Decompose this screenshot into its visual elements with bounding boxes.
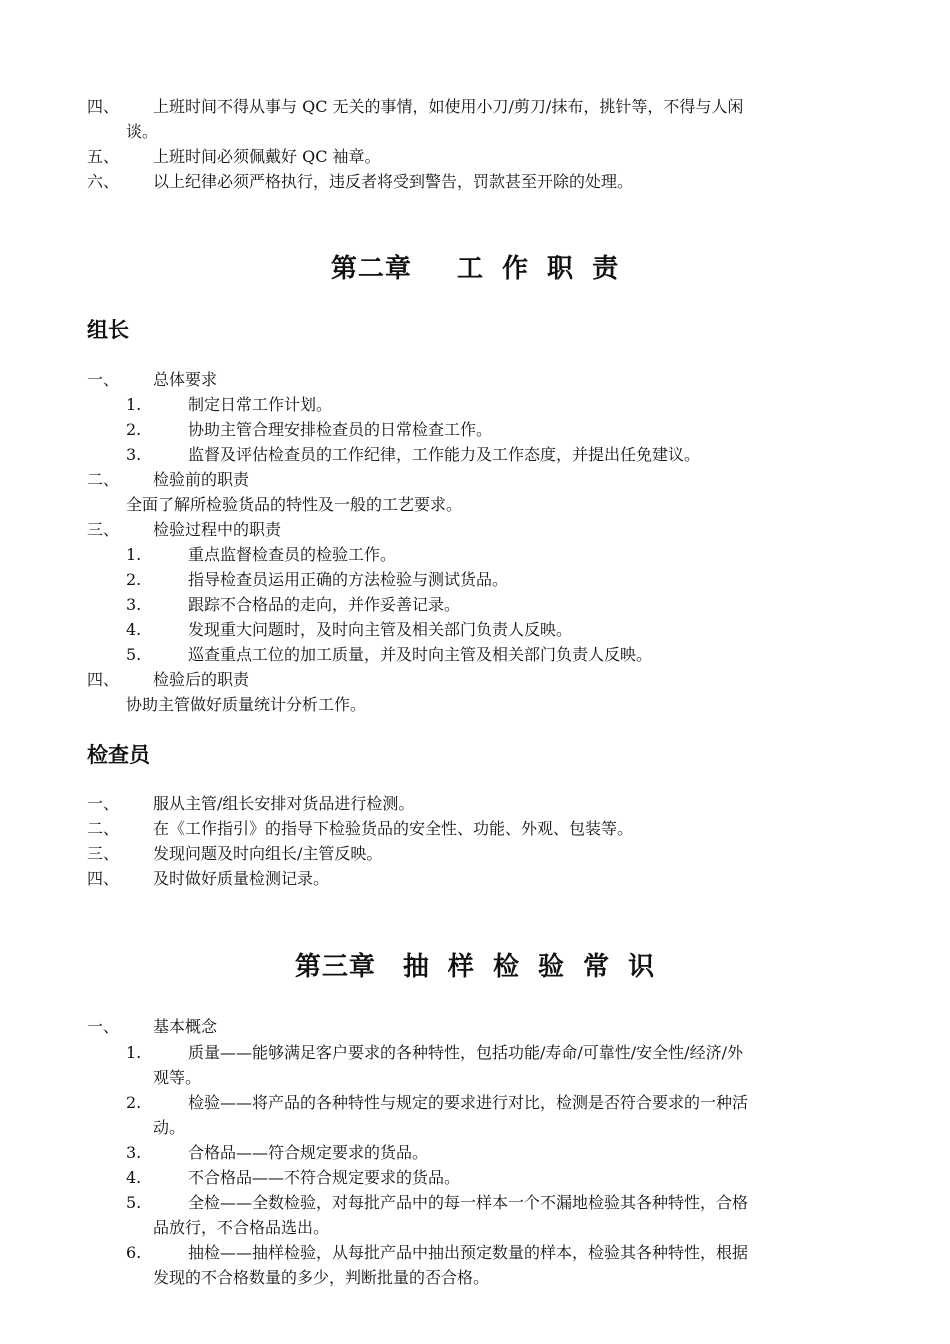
leader-s3-item-3-number: 3.	[126, 595, 142, 614]
leader-s1-item-1-number: 1.	[126, 395, 142, 414]
concept-3-number: 3.	[126, 1143, 142, 1162]
rule-4-continuation: 谈。	[126, 122, 159, 141]
inspector-item-1-text: 服从主管/组长安排对货品进行检测。	[153, 794, 415, 813]
inspector-item-4-number: 四、	[87, 869, 120, 888]
leader-s3-number: 三、	[87, 520, 120, 539]
inspector-item-2-text: 在《工作指引》的指导下检验货品的安全性、功能、外观、包装等。	[153, 819, 634, 838]
inspector-item-3-number: 三、	[87, 844, 120, 863]
leader-s4-number: 四、	[87, 670, 120, 689]
leader-s4-paragraph: 协助主管做好质量统计分析工作。	[126, 695, 367, 714]
leader-s1-item-3-number: 3.	[126, 445, 142, 464]
concept-2-number: 2.	[126, 1093, 142, 1112]
concept-1-continuation: 观等。	[153, 1068, 202, 1087]
inspector-heading: 检查员	[87, 743, 150, 767]
concept-4-number: 4.	[126, 1168, 142, 1187]
basic-concepts-title: 基本概念	[153, 1017, 218, 1036]
concept-5-text: 全检——全数检验，对每批产品中的每一样本一个不漏地检验其各种特性，合格	[188, 1193, 749, 1212]
leader-s1-number: 一、	[87, 370, 120, 389]
leader-s1-item-2-text: 协助主管合理安排检查员的日常检查工作。	[188, 420, 493, 439]
concept-5-continuation: 品放行，不合格品选出。	[153, 1218, 330, 1237]
leader-s1-title: 总体要求	[153, 370, 218, 389]
leader-s3-title: 检验过程中的职责	[153, 520, 282, 539]
leader-s3-item-1-number: 1.	[126, 545, 142, 564]
leader-s3-item-2-text: 指导检查员运用正确的方法检验与测试货品。	[188, 570, 509, 589]
leader-s3-item-4-number: 4.	[126, 620, 142, 639]
rule-6-text: 以上纪律必须严格执行，违反者将受到警告，罚款甚至开除的处理。	[153, 172, 634, 191]
leader-s2-paragraph: 全面了解所检验货品的特性及一般的工艺要求。	[126, 495, 463, 514]
leader-s3-item-1-text: 重点监督检查员的检验工作。	[188, 545, 397, 564]
inspector-item-4-text: 及时做好质量检测记录。	[153, 869, 330, 888]
inspector-item-3-text: 发现问题及时向组长/主管反映。	[153, 844, 383, 863]
rule-4-number: 四、	[87, 97, 120, 116]
leader-s3-item-5-number: 5.	[126, 645, 142, 664]
basic-concepts-number: 一、	[87, 1017, 120, 1036]
leader-s2-number: 二、	[87, 470, 120, 489]
concept-2-continuation: 动。	[153, 1118, 186, 1137]
concept-5-number: 5.	[126, 1193, 142, 1212]
rule-5-text: 上班时间必须佩戴好 QC 袖章。	[153, 147, 381, 166]
chapter-3-title: 第三章 抽 样 检 验 常 识	[294, 952, 656, 982]
leader-s3-item-4-text: 发现重大问题时，及时向主管及相关部门负责人反映。	[188, 620, 573, 639]
inspector-item-1-number: 一、	[87, 794, 120, 813]
concept-4-text: 不合格品——不符合规定要求的货品。	[188, 1168, 461, 1187]
concept-6-continuation: 发现的不合格数量的多少，判断批量的否合格。	[153, 1268, 490, 1287]
leader-heading: 组长	[87, 318, 129, 342]
rule-6-number: 六、	[87, 172, 120, 191]
concept-1-number: 1.	[126, 1043, 142, 1062]
concept-6-text: 抽检——抽样检验，从每批产品中抽出预定数量的样本，检验其各种特性，根据	[188, 1243, 749, 1262]
concept-2-text: 检验——将产品的各种特性与规定的要求进行对比，检测是否符合要求的一种活	[188, 1093, 749, 1112]
leader-s1-item-1-text: 制定日常工作计划。	[188, 395, 333, 414]
concept-1-text: 质量——能够满足客户要求的各种特性，包括功能/寿命/可靠性/安全性/经济/外	[188, 1043, 743, 1062]
leader-s1-item-3-text: 监督及评估检查员的工作纪律，工作能力及工作态度，并提出任免建议。	[188, 445, 701, 464]
rule-4-text: 上班时间不得从事与 QC 无关的事情，如使用小刀/剪刀/抹布，挑针等，不得与人闲	[153, 97, 744, 116]
inspector-item-2-number: 二、	[87, 819, 120, 838]
concept-6-number: 6.	[126, 1243, 142, 1262]
concept-3-text: 合格品——符合规定要求的货品。	[188, 1143, 429, 1162]
leader-s4-title: 检验后的职责	[153, 670, 250, 689]
rule-5-number: 五、	[87, 147, 120, 166]
leader-s3-item-5-text: 巡查重点工位的加工质量，并及时向主管及相关部门负责人反映。	[188, 645, 653, 664]
leader-s2-title: 检验前的职责	[153, 470, 250, 489]
chapter-2-title: 第二章 工 作 职 责	[330, 254, 620, 284]
leader-s1-item-2-number: 2.	[126, 420, 142, 439]
leader-s3-item-3-text: 跟踪不合格品的走向，并作妥善记录。	[188, 595, 461, 614]
leader-s3-item-2-number: 2.	[126, 570, 142, 589]
